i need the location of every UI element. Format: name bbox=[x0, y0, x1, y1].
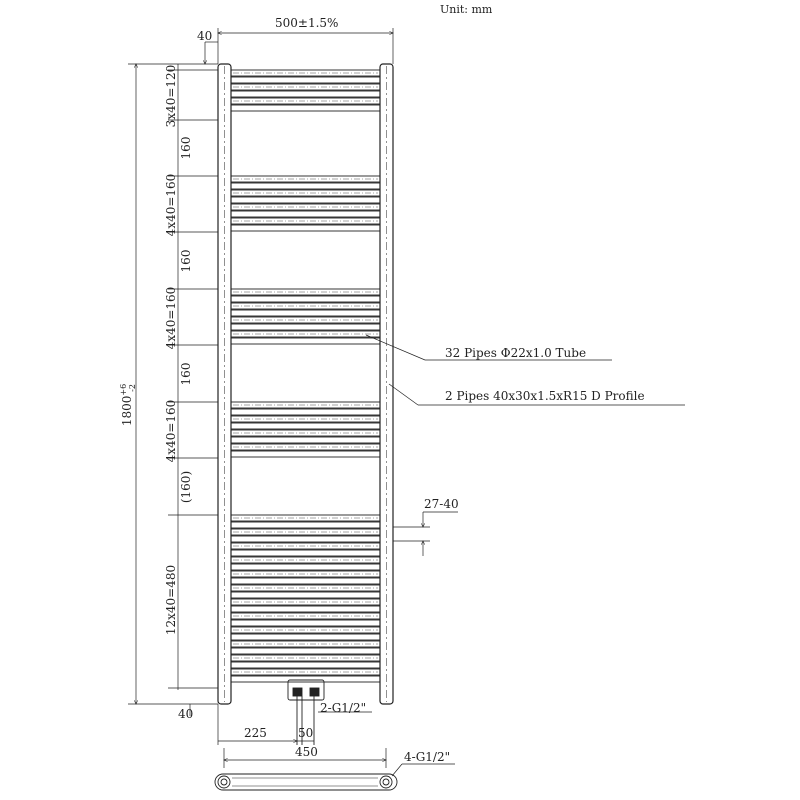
segment-label-3: 4x40=160 bbox=[164, 173, 178, 237]
bracket-gap-dimension bbox=[393, 512, 458, 556]
tube-34 bbox=[231, 536, 380, 542]
profile-callout-label: 2 Pipes 40x30x1.5xR15 D Profile bbox=[445, 389, 645, 403]
tube-26 bbox=[231, 423, 380, 429]
tube-40 bbox=[231, 578, 380, 584]
tube-16 bbox=[231, 296, 380, 302]
height-tolerance-plus: +6 bbox=[119, 383, 128, 396]
inlet-thread-label: 2-G1/2" bbox=[320, 701, 367, 715]
height-tolerance-minus: -2 bbox=[128, 384, 137, 392]
tube-54 bbox=[231, 676, 380, 682]
tube-42 bbox=[231, 592, 380, 598]
tube-46 bbox=[231, 620, 380, 626]
tube-12 bbox=[231, 211, 380, 217]
pitch-center-label: 225 bbox=[244, 726, 267, 740]
tube-32 bbox=[231, 522, 380, 528]
right-profile bbox=[380, 64, 393, 704]
bottom-thread-label: 4-G1/2" bbox=[404, 750, 451, 764]
width-label: 500±1.5% bbox=[275, 16, 339, 30]
segment-label-7: 4x40=160 bbox=[164, 399, 178, 463]
segment-label-8: (160) bbox=[179, 470, 193, 504]
horizontal-tubes bbox=[231, 70, 380, 682]
unit-label: Unit: mm bbox=[440, 3, 493, 16]
tube-10 bbox=[231, 197, 380, 203]
tube-24 bbox=[231, 409, 380, 415]
segment-label-1: 3x40=120 bbox=[164, 64, 178, 128]
bottom-thread-leader bbox=[392, 764, 455, 776]
tube-36 bbox=[231, 550, 380, 556]
tube-6 bbox=[231, 105, 380, 111]
bottom-offset-label: 40 bbox=[178, 707, 194, 721]
tube-52 bbox=[231, 662, 380, 668]
tube-38 bbox=[231, 564, 380, 570]
height-value: 1800 bbox=[120, 395, 134, 427]
tube-30 bbox=[231, 451, 380, 457]
height-label bbox=[119, 384, 137, 426]
tube-4 bbox=[231, 91, 380, 97]
tube-28 bbox=[231, 437, 380, 443]
width-dimension bbox=[218, 28, 393, 64]
tube-14 bbox=[231, 225, 380, 231]
pipe-center-label: 450 bbox=[295, 745, 318, 759]
tube-18 bbox=[231, 310, 380, 316]
top-offset-dimension bbox=[205, 42, 218, 64]
inlet-spacing-label: 50 bbox=[298, 726, 314, 740]
segment-label-6: 160 bbox=[179, 362, 193, 386]
segment-label-4: 160 bbox=[179, 249, 193, 273]
tube-8 bbox=[231, 183, 380, 189]
tube-44 bbox=[231, 606, 380, 612]
tube-22 bbox=[231, 338, 380, 344]
tube-48 bbox=[231, 634, 380, 640]
segment-label-9: 12x40=480 bbox=[164, 564, 178, 636]
bottom-plan-view bbox=[215, 774, 397, 790]
tube-2 bbox=[231, 77, 380, 83]
bracket-gap-label: 27-40 bbox=[424, 497, 459, 511]
segment-label-2: 160 bbox=[179, 136, 193, 160]
segment-label-5: 4x40=160 bbox=[164, 286, 178, 350]
top-offset-label: 40 bbox=[197, 29, 213, 43]
tube-50 bbox=[231, 648, 380, 654]
tube-20 bbox=[231, 324, 380, 330]
left-profile bbox=[218, 64, 231, 704]
tube-callout-label: 32 Pipes Φ22x1.0 Tube bbox=[445, 346, 587, 360]
